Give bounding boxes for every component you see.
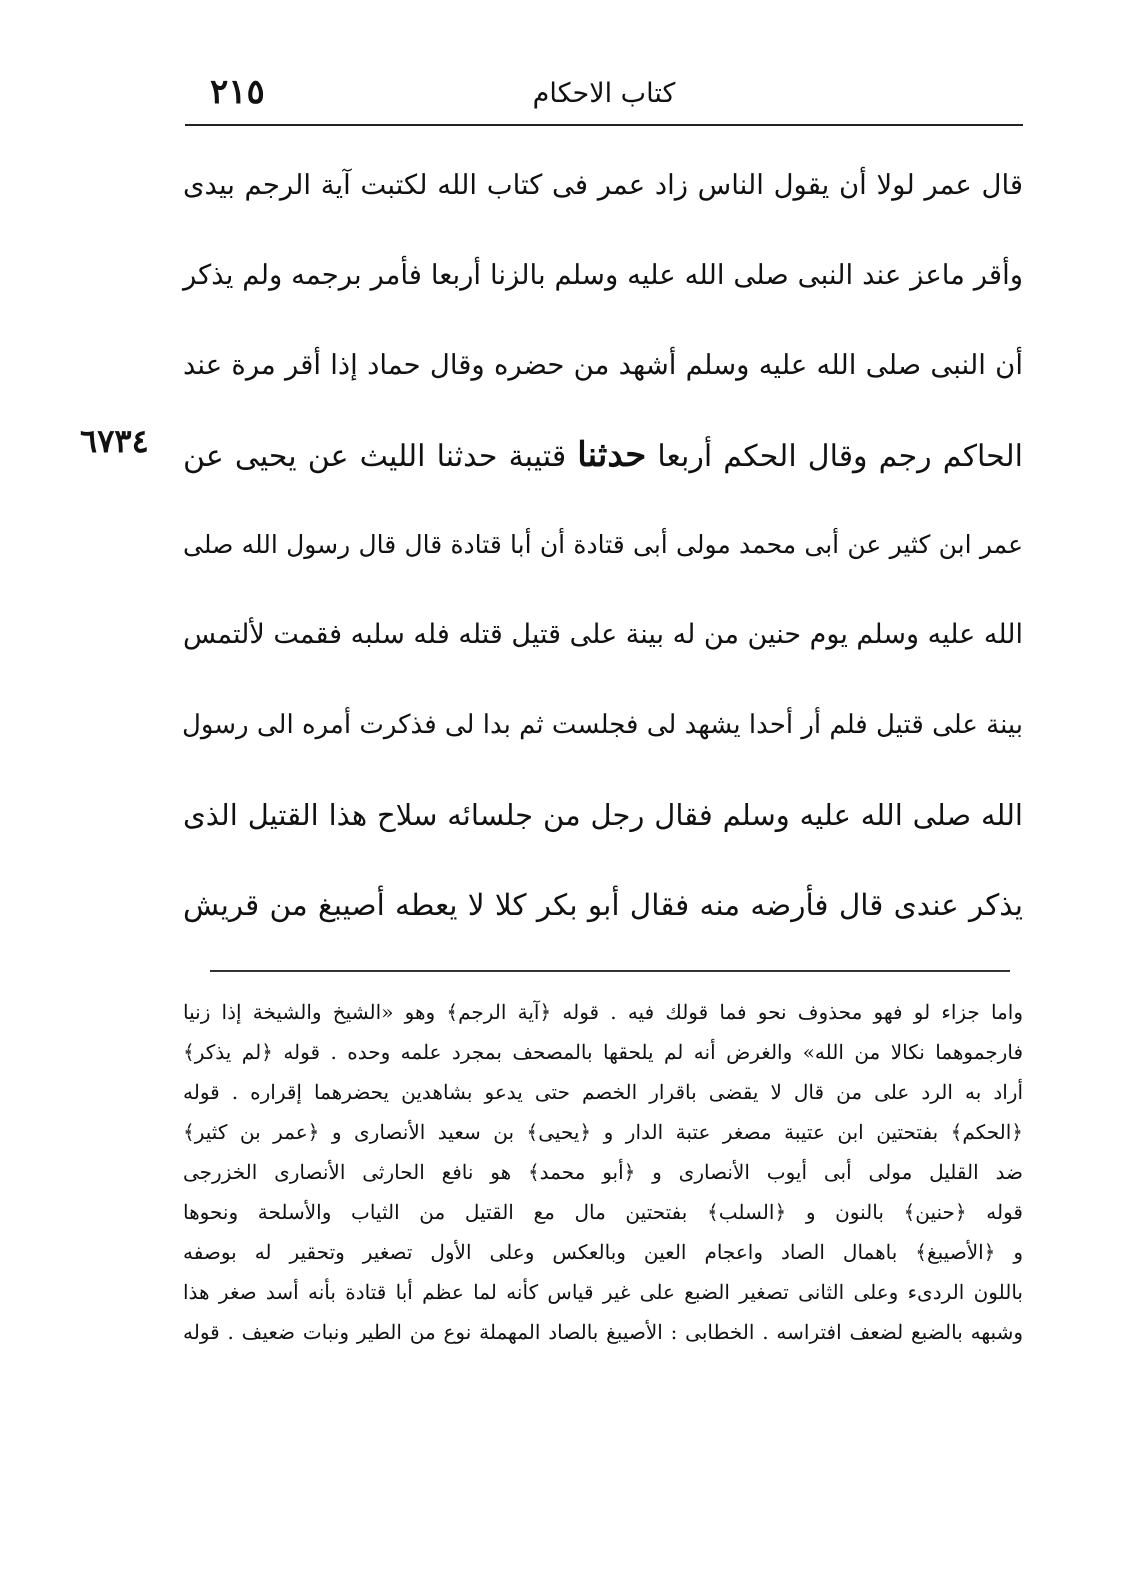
main-text-line: يذكر عندى قال فأرضه منه فقال أبو بكر كلا لا يعطه أصيبغ من قريش [183,888,1023,922]
main-text-line: الله صلى الله عليه وسلم فقال رجل من جلسائه سلاح هذا القتيل الذى [183,798,1023,832]
footnote-line: و ﴿الأصيبغ﴾ باهمال الصاد واعجام العين وبالعكس وعلى الأول تصغير وتحقير له بوصفه [183,1240,1023,1264]
footnote-line: أراد به الرد على من قال لا يقضى باقرار الخصم حتى يدعو بشاهدين يحضرهما إقراره . قوله [183,1080,1023,1104]
header-rule [185,124,1023,126]
footnote-line: قوله ﴿حنين﴾ بالنون و ﴿السلب﴾ بفتحتين مال مع القتيل من الثياب والأسلحة ونحوها [183,1200,1023,1224]
main-text-line: عمر ابن كثير عن أبى محمد مولى أبى قتادة أن أبا قتادة قال قال رسول الله صلى [183,530,1023,559]
hadith-number: ٦٧٣٤ [80,422,149,460]
haddathana-keyword: حدثنا [577,435,647,475]
main-text-line: أن النبى صلى الله عليه وسلم أشهد من حضره وقال حماد إذا أقر مرة عند [183,349,1023,381]
footnote-line: ﴿الحكم﴾ بفتحتين ابن عتيبة مصغر عتبة الدار و ﴿يحيى﴾ بن سعيد الأنصارى و ﴿عمر بن كثير﴾ [183,1120,1023,1144]
footnotes [183,992,1023,1352]
footnote-line: فارجموهما نكالا من الله» والغرض أنه لم يلحقها بالمصحف بمجرد علمه وحده . قوله ﴿لم يذكر﴾ [183,1040,1023,1064]
line-segment: الحاكم رجم وقال الحكم أربعا [657,439,1023,474]
footnote-line: ضد القليل مولى أبى أيوب الأنصارى و ﴿أبو محمد﴾ هو نافع الحارثى الأنصارى الخزرجى [183,1160,1023,1184]
main-text [183,140,1023,950]
main-text-line: الله عليه وسلم يوم حنين من له بينة على قتيل قتله فله سلبه فقمت لألتمس [183,619,1023,650]
page-number: ٢١٥ [210,72,265,112]
page-header [185,70,1023,120]
main-text-line: بينة على قتيل فلم أر أحدا يشهد لى فجلست ثم بدا لى فذكرت أمره الى رسول [181,710,1023,740]
footnote-line: باللون الردىء وعلى الثانى تصغير الضبع على غير قياس كأنه لما عظم أبا قتادة بأنه أسد صغر هذا [183,1280,1023,1304]
main-text-line-with-keyword [183,410,1023,500]
footnote-line: وشبهه بالضبع لضعف افتراسه . الخطابى : الأصيبغ بالصاد المهملة نوع من الطير ونبات ضعيف . قوله [183,1320,1023,1344]
main-text-line: قال عمر لولا أن يقول الناس زاد عمر فى كتاب الله لكتبت آية الرجم بيدى [183,169,1023,201]
line-segment: قتيبة حدثنا الليث عن يحيى عن [183,439,567,474]
footnote-rule [210,970,1010,972]
main-text-line: وأقر ماعز عند النبى صلى الله عليه وسلم بالزنا أربعا فأمر برجمه ولم يذكر [183,259,1023,291]
footnote-line: واما جزاء لو فهو محذوف نحو فما قولك فيه . قوله ﴿آية الرجم﴾ وهو «الشيخ والشيخة إذا زنيا [183,1000,1023,1024]
running-title: كتاب الاحكام [532,78,676,109]
